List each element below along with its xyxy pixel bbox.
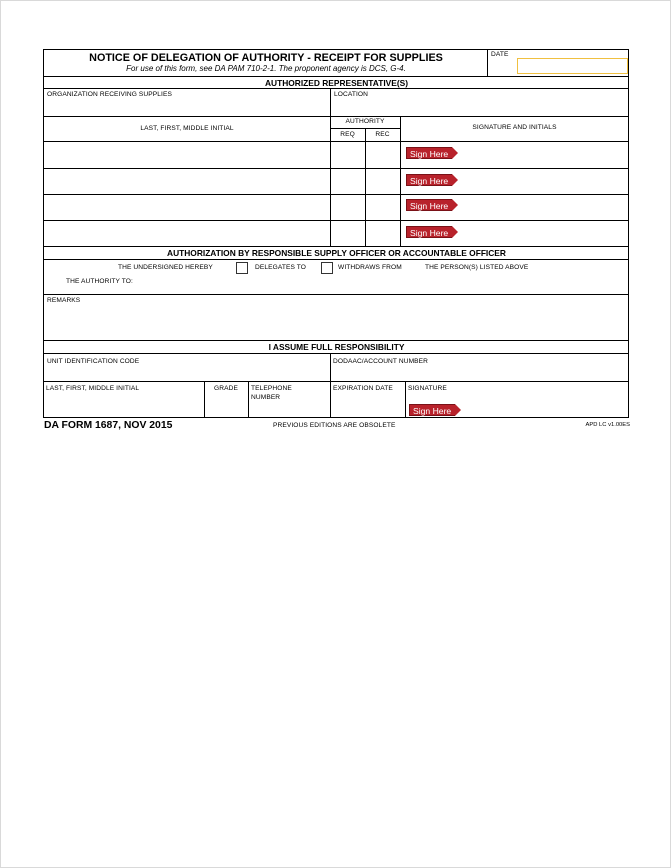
sign-arrow-icon bbox=[452, 226, 458, 238]
remarks-input[interactable] bbox=[45, 306, 627, 338]
grade-input[interactable] bbox=[205, 395, 247, 417]
undersigned-label: THE UNDERSIGNED HEREBY bbox=[118, 264, 213, 271]
sign-here-label: Sign Here bbox=[409, 404, 455, 416]
signature-header: SIGNATURE AND INITIALS bbox=[472, 124, 557, 131]
sign-arrow-icon bbox=[455, 404, 461, 416]
uic-input[interactable] bbox=[45, 367, 329, 380]
rule bbox=[44, 246, 629, 247]
withdraws-checkbox[interactable] bbox=[321, 262, 333, 274]
resp-signature-label: SIGNATURE bbox=[408, 385, 447, 392]
rep-name-input[interactable] bbox=[45, 169, 329, 193]
sign-here-label: Sign Here bbox=[406, 147, 452, 159]
sign-here-button[interactable] bbox=[406, 147, 458, 159]
withdraws-label: WITHDRAWS FROM bbox=[338, 264, 402, 271]
sign-here-button[interactable] bbox=[406, 226, 458, 238]
authority-to-label: THE AUTHORITY TO: bbox=[66, 278, 133, 285]
expiration-input[interactable] bbox=[332, 395, 403, 417]
resp-name-input[interactable] bbox=[45, 395, 203, 417]
req-header: REQ bbox=[340, 131, 355, 138]
version-label: APD LC v1.00ES bbox=[585, 422, 630, 428]
uic-label: UNIT IDENTIFICATION CODE bbox=[47, 358, 140, 365]
title-divider bbox=[487, 50, 488, 76]
delegates-checkbox[interactable] bbox=[236, 262, 248, 274]
sign-here-button[interactable] bbox=[406, 174, 458, 186]
rep-name-input[interactable] bbox=[45, 195, 329, 219]
sign-here-button[interactable] bbox=[406, 199, 458, 211]
sign-arrow-icon bbox=[452, 147, 458, 159]
dodaac-label: DODAAC/ACCOUNT NUMBER bbox=[333, 358, 429, 365]
form-subtitle: For use of this form, see DA PAM 710-2-1. The proponent agency is DCS, G-4. bbox=[126, 64, 406, 73]
rule bbox=[400, 116, 401, 246]
delegates-label: DELEGATES TO bbox=[255, 264, 307, 271]
rule bbox=[44, 381, 629, 382]
dodaac-input[interactable] bbox=[332, 367, 628, 380]
sign-here-label: Sign Here bbox=[406, 226, 452, 238]
sign-here-label: Sign Here bbox=[406, 199, 452, 211]
rec-header: REC bbox=[375, 131, 390, 138]
rule bbox=[44, 259, 629, 260]
rep-req-input[interactable] bbox=[331, 142, 364, 167]
rule bbox=[44, 116, 629, 117]
org-label: ORGANIZATION RECEIVING SUPPLIES bbox=[47, 91, 172, 98]
rule bbox=[330, 353, 331, 418]
persons-label: THE PERSON(S) LISTED ABOVE bbox=[425, 264, 529, 271]
rep-req-input[interactable] bbox=[331, 195, 364, 219]
sign-arrow-icon bbox=[452, 199, 458, 211]
rep-name-input[interactable] bbox=[45, 221, 329, 245]
telephone-label-2: NUMBER bbox=[251, 394, 281, 401]
expiration-label: EXPIRATION DATE bbox=[333, 385, 393, 392]
rep-rec-input[interactable] bbox=[366, 195, 399, 219]
authority-header: AUTHORITY bbox=[345, 118, 385, 125]
form-id: DA FORM 1687, NOV 2015 bbox=[44, 420, 173, 431]
rule bbox=[44, 340, 629, 341]
form-title: NOTICE OF DELEGATION OF AUTHORITY - RECEIPT FOR SUPPLIES bbox=[89, 52, 443, 64]
rule bbox=[44, 353, 629, 354]
date-input[interactable] bbox=[517, 58, 628, 74]
location-input[interactable] bbox=[332, 100, 628, 114]
location-label: LOCATION bbox=[334, 91, 369, 98]
remarks-label: REMARKS bbox=[47, 297, 81, 304]
name-column-header: LAST, FIRST, MIDDLE INITIAL bbox=[140, 125, 234, 132]
date-label: DATE bbox=[491, 51, 509, 58]
rep-req-input[interactable] bbox=[331, 221, 364, 245]
telephone-input[interactable] bbox=[290, 395, 329, 417]
sign-here-label: Sign Here bbox=[406, 174, 452, 186]
rule bbox=[44, 76, 629, 77]
sign-here-button[interactable] bbox=[409, 404, 461, 416]
telephone-label: TELEPHONE bbox=[251, 385, 292, 392]
rep-rec-input[interactable] bbox=[366, 169, 399, 193]
responsibility-header: I ASSUME FULL RESPONSIBILITY bbox=[268, 342, 405, 352]
resp-name-label: LAST, FIRST, MIDDLE INITIAL bbox=[46, 385, 140, 392]
sign-arrow-icon bbox=[452, 174, 458, 186]
rep-name-input[interactable] bbox=[45, 142, 329, 167]
rule bbox=[405, 381, 406, 418]
org-input[interactable] bbox=[45, 100, 329, 114]
rep-req-input[interactable] bbox=[331, 169, 364, 193]
rep-rec-input[interactable] bbox=[366, 221, 399, 245]
officer-header: AUTHORIZATION BY RESPONSIBLE SUPPLY OFFICER OR ACCOUNTABLE OFFICER bbox=[167, 248, 506, 258]
authorized-header: AUTHORIZED REPRESENTATIVE(S) bbox=[265, 78, 408, 88]
rule bbox=[44, 294, 629, 295]
rule bbox=[330, 88, 331, 116]
editions-note: PREVIOUS EDITIONS ARE OBSOLETE bbox=[273, 422, 396, 429]
rule bbox=[44, 88, 629, 89]
rule bbox=[248, 381, 249, 418]
grade-label: GRADE bbox=[214, 385, 238, 392]
authority-to-input[interactable] bbox=[150, 275, 626, 289]
rep-rec-input[interactable] bbox=[366, 142, 399, 167]
